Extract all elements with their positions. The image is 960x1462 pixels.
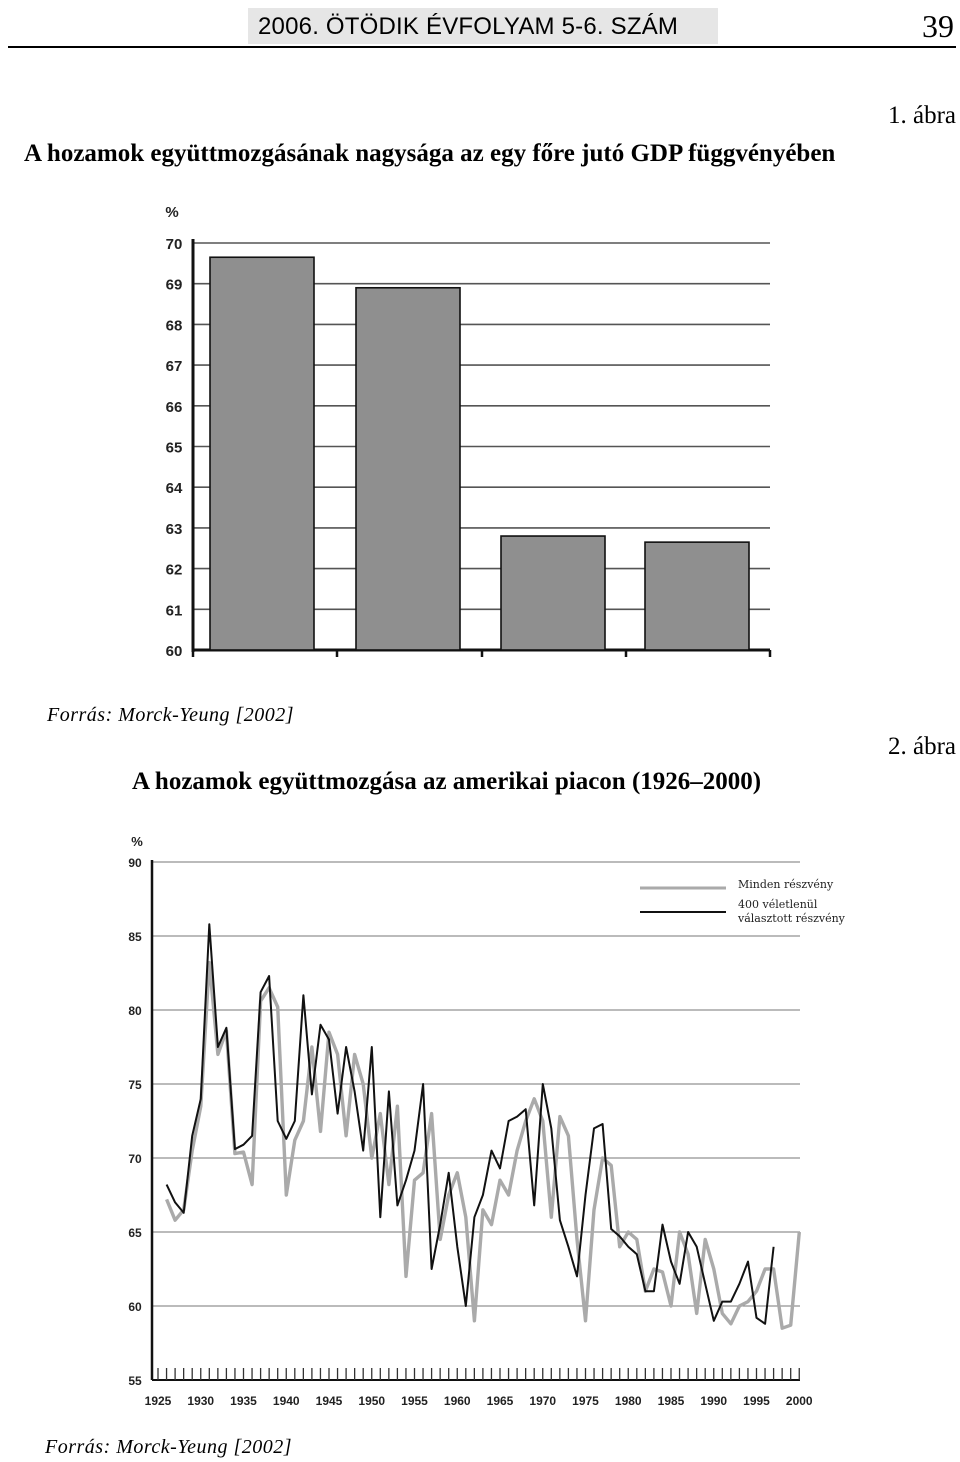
line-chart: [128, 834, 845, 1408]
line-chart-xtick-label: 1965: [486, 1394, 514, 1408]
figure2-label: 2. ábra: [887, 733, 956, 760]
line-chart-xtick-label: 1995: [743, 1394, 770, 1408]
line-chart-xtick-label: 1955: [401, 1394, 428, 1408]
bar-chart-ytick-label: 69: [165, 276, 183, 294]
series-line-all-stocks: [167, 963, 800, 1329]
legend-label-line2: választott részvény: [738, 912, 845, 925]
line-chart-xtick-label: 1930: [187, 1394, 215, 1408]
bar-chart-ytick-label: 61: [165, 602, 183, 620]
bar-chart-bar: [645, 542, 749, 650]
bar-chart-bar: [210, 257, 314, 650]
page-number: 39: [922, 8, 954, 44]
line-chart-xtick-label: 1925: [144, 1394, 172, 1408]
bar-chart-ytick-label: 70: [165, 236, 183, 253]
line-chart-ytick-label: 90: [128, 856, 142, 870]
line-chart-ytick-label: 60: [128, 1300, 142, 1314]
bar-chart-ylabel: %: [165, 204, 179, 221]
line-chart-ytick-label: 80: [128, 1004, 142, 1018]
line-chart-xtick-label: 1990: [700, 1394, 728, 1408]
line-chart-xtick-label: 1975: [572, 1394, 599, 1408]
bar-chart-ytick-label: 68: [165, 317, 183, 335]
bar-chart-ytick-label: 65: [165, 439, 183, 457]
line-chart-xtick-label: 1940: [272, 1394, 300, 1408]
line-chart-xtick-label: 1970: [529, 1394, 557, 1408]
line-chart-xtick-label: 1945: [315, 1394, 343, 1408]
line-chart-xtick-label: 1950: [358, 1394, 386, 1408]
bar-chart-bar: [356, 288, 460, 650]
figure2-source: Forrás: Morck-Yeung [2002]: [45, 1436, 293, 1458]
line-chart-ytick-label: 65: [128, 1226, 142, 1240]
line-chart-ytick-label: 55: [128, 1374, 142, 1388]
legend-label-line1: 400 véletlenül: [738, 898, 818, 911]
line-chart-xtick-label: 1980: [614, 1394, 642, 1408]
legend-label-random-stocks: [737, 898, 846, 925]
series-line-random-stocks: [167, 924, 774, 1324]
bar-chart: [165, 204, 770, 660]
figure1-source: Forrás: Morck-Yeung [2002]: [47, 704, 295, 726]
line-chart-xtick-label: 1935: [230, 1394, 257, 1408]
bar-chart-bar: [501, 536, 605, 650]
line-chart-ytick-label: 75: [128, 1078, 142, 1092]
figure1-title: A hozamok együttmozgásának nagysága az egy főre jutó GDP függvényében: [24, 140, 836, 167]
line-chart-xtick-label: 2000: [785, 1394, 813, 1408]
bar-chart-ytick-label: 66: [165, 398, 183, 416]
bar-chart-ytick-label: 67: [165, 358, 183, 376]
figure1-label: 1. ábra: [887, 102, 956, 129]
legend-label-all-stocks: Minden részvény: [738, 878, 834, 891]
bar-chart-ytick-label: 63: [165, 520, 183, 538]
running-header-title: 2006. ÖTÖDIK ÉVFOLYAM 5-6. SZÁM: [258, 13, 679, 40]
line-chart-ytick-label: 70: [128, 1152, 142, 1166]
bar-chart-ytick-label: 62: [165, 561, 183, 579]
bar-chart-ytick-label: 60: [165, 643, 183, 660]
line-chart-xtick-label: 1960: [443, 1394, 471, 1408]
figure2-title: A hozamok együttmozgása az amerikai piacon (1926–2000): [132, 768, 762, 795]
line-chart-ylabel: %: [131, 834, 143, 849]
line-chart-xtick-label: 1985: [657, 1394, 685, 1408]
line-chart-ytick-label: 85: [128, 930, 142, 944]
bar-chart-ytick-label: 64: [165, 480, 183, 498]
